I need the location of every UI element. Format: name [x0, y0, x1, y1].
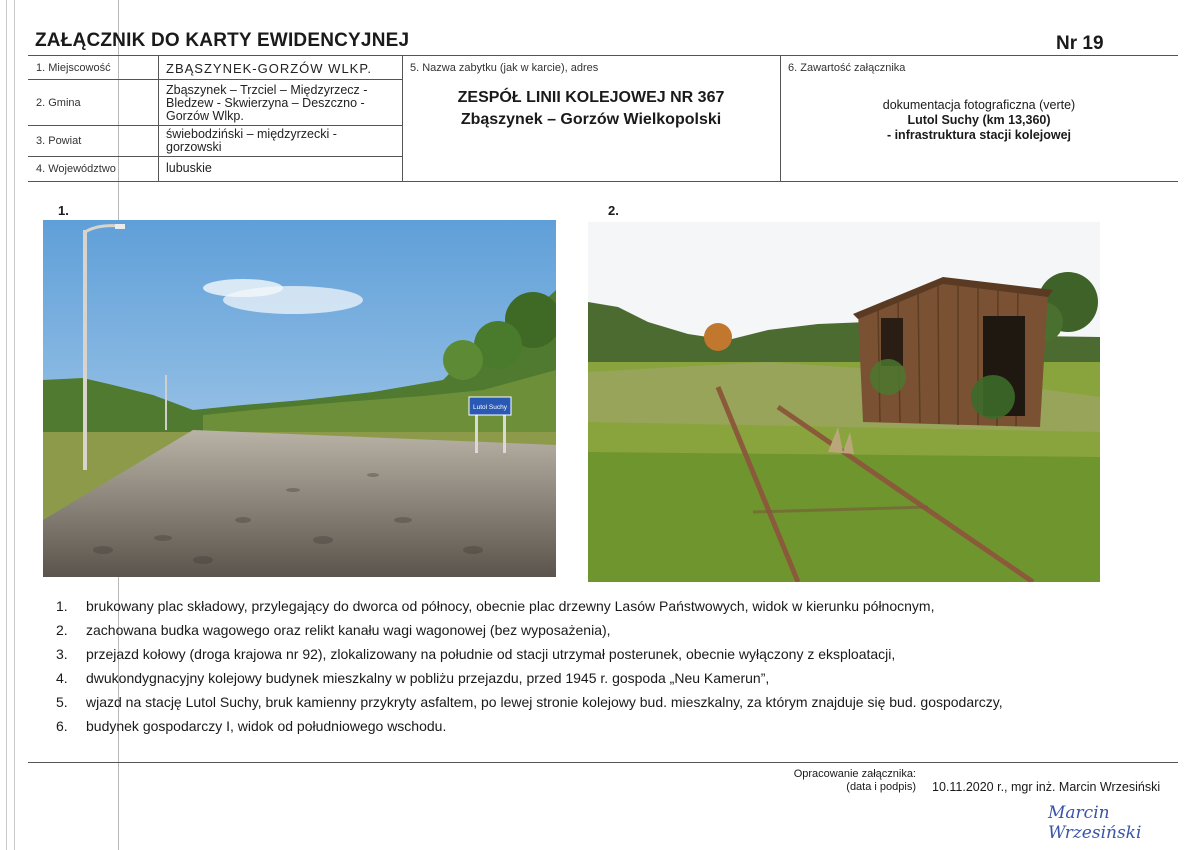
handwritten-signature: Marcin Wrzesiński: [1048, 803, 1142, 843]
value-powiat-line: gorzowski: [166, 140, 222, 154]
value-gmina-line: Zbąszynek – Trzciel – Międzyrzecz -: [166, 83, 368, 97]
value-gmina-line: Bledzew - Skwierzyna – Deszczno -: [166, 96, 365, 110]
scan-artefact-line: [14, 0, 15, 850]
header-bottom-rule: [28, 181, 1178, 182]
caption-item: [56, 690, 1156, 714]
caption-text: przejazd kołowy (droga krajowa nr 92), zlokalizowany na południe od stacji utrzymał posterunek, obecnie wyłączony z eksploatacji,: [86, 646, 896, 662]
value-gmina: [166, 84, 367, 123]
row-divider: [28, 79, 402, 80]
label-wojewodztwo: 4. Województwo: [36, 163, 116, 175]
caption-text: brukowany plac składowy, przylegający do dworca od północy, obecnie plac drzewny Lasów Państwowych, widok w kierunku północnym,: [86, 598, 935, 614]
value-miejscowosc: ZBĄSZYNEK-GORZÓW WLKP.: [166, 61, 372, 76]
caption-text: budynek gospodarczy I, widok od południowego wschodu.: [86, 718, 447, 734]
caption-number: 4.: [56, 670, 68, 686]
caption-number: 6.: [56, 718, 68, 734]
row-divider: [28, 125, 402, 126]
label-miejscowosc: 1. Miejscowość: [36, 62, 111, 74]
header-col-divider: [158, 56, 159, 181]
value-wojewodztwo: lubuskie: [166, 161, 212, 175]
contents-line1: dokumentacja fotograficzna (verte): [882, 98, 1076, 112]
caption-item: [56, 594, 1156, 618]
footer-date-author: 10.11.2020 r., mgr inż. Marcin Wrzesiński: [932, 780, 1161, 794]
footer-label: [756, 768, 916, 794]
label-gmina: 2. Gmina: [36, 97, 81, 109]
caption-text: zachowana budka wagowego oraz relikt kanału wagi wagonowej (bez wyposażenia),: [86, 622, 611, 638]
value-powiat-line: świebodziński – międzyrzecki -: [166, 127, 337, 141]
footer-label-line1: Opracowanie załącznika:: [793, 768, 916, 780]
value-gmina-line: Gorzów Wlkp.: [166, 109, 244, 123]
photo-2-number: 2.: [608, 203, 619, 218]
contents-line2: Lutol Suchy (km 13,360): [907, 113, 1051, 127]
photo-2-scale-booth: [588, 222, 1100, 582]
footer-rule: [28, 762, 1178, 763]
attachment-number: Nr 19: [1056, 33, 1104, 54]
contents-description: [781, 98, 1177, 143]
photo-1-cobblestone-yard: [43, 220, 556, 577]
caption-number: 1.: [56, 598, 68, 614]
caption-number: 5.: [56, 694, 68, 710]
caption-item: [56, 714, 1156, 738]
footer-label-line2: (data i podpis): [846, 781, 916, 793]
caption-item: [56, 666, 1156, 690]
monument-name: [403, 87, 779, 131]
caption-number: 3.: [56, 646, 68, 662]
caption-text: dwukondygnacyjny kolejowy budynek mieszkalny w pobliżu przejazdu, przed 1945 r. gospoda „Neu Kamerun”,: [86, 670, 770, 686]
monument-name-line1: ZESPÓŁ LINII KOLEJOWEJ NR 367: [457, 89, 725, 106]
header-top-rule: [28, 55, 1178, 56]
photo-1-number: 1.: [58, 203, 69, 218]
label-powiat: 3. Powiat: [36, 135, 82, 147]
caption-number: 2.: [56, 622, 68, 638]
caption-list: [56, 594, 1156, 738]
monument-name-line2: Zbąszynek – Gorzów Wielkopolski: [460, 111, 722, 128]
scan-artefact-line: [6, 0, 7, 850]
caption-text: wjazd na stację Lutol Suchy, bruk kamienny przykryty asfaltem, po lewej stronie kolejowy bud. mieszkalny, za którym znajduje się bud. gospodarczy,: [86, 694, 1003, 710]
contents-line3: - infrastruktura stacji kolejowej: [886, 128, 1072, 142]
caption-item: [56, 642, 1156, 666]
station-sign-text: Lutol Suchy: [473, 404, 507, 411]
photo-2-illustration: [588, 222, 1100, 582]
label-contents: 6. Zawartość załącznika: [788, 62, 906, 74]
document-title: ZAŁĄCZNIK DO KARTY EWIDENCYJNEJ: [35, 30, 410, 51]
row-divider: [28, 156, 402, 157]
label-monument-name: 5. Nazwa zabytku (jak w karcie), adres: [410, 62, 599, 74]
photo-1-illustration: [43, 220, 556, 577]
caption-item: [56, 618, 1156, 642]
value-powiat: [166, 128, 337, 154]
